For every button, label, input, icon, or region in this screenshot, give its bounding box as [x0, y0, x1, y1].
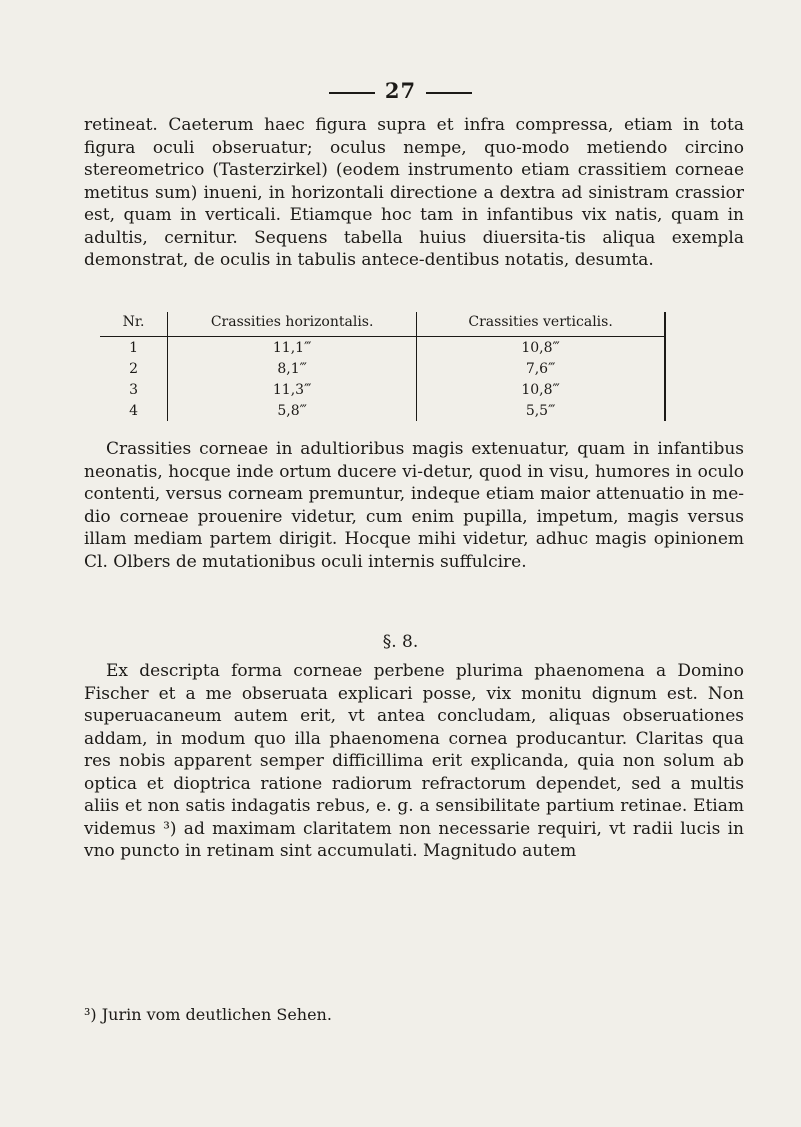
table-header-row	[100, 312, 665, 337]
cell-nr: 1	[129, 339, 138, 356]
header-rule-left	[329, 92, 375, 94]
paragraph-2: Crassities corneae in adultioribus magis extenuatur, quam in infantibus neonatis, hocque inde ortum ducere vi-detur, quod in visu, humores in oculo contenti, versus corneam premuntur, indeque etiam maior attenuatio in me-dio corneae prouenire videtur, cum enim pupilla, impetum, magis versus illam mediam partem dirigit. Hocque mihi videtur, adhuc magis opinionem Cl. Olbers de mutationibus oculi internis suffulcire.	[84, 439, 744, 572]
col-header-horizontal: Crassities horizontalis.	[168, 312, 417, 337]
page-number: 27	[384, 78, 417, 103]
section-heading: §. 8.	[382, 632, 419, 652]
footnote: ³) Jurin vom deutlichen Sehen.	[84, 1005, 332, 1024]
cell-nr: 2	[129, 360, 138, 377]
cell-vertical: 10,8‴	[417, 337, 665, 359]
cell-horizontal: 8,1‴	[168, 358, 417, 379]
cell-nr: 3	[129, 381, 138, 398]
table-row	[100, 400, 665, 421]
cell-vertical: 10,8‴	[417, 379, 665, 400]
paragraph-1: retineat. Caeterum haec figura supra et infra compressa, etiam in tota figura oculi obseruatur; oculus nempe, quo-modo metiendo circino stereometrico (Tasterzirkel) (eodem instrumento etiam crassitiem corneae metitus sum) inueni, in horizontali directione a dextra ad sinistram crassior est, quam in verticali. Etiamque hoc tam in infantibus vix natis, quam in adultis, cernitur. Sequens tabella huius diuersita-tis aliqua exempla demonstrat, de oculis in tabulis antece-dentibus notatis, desumta.	[84, 115, 744, 270]
table-row	[100, 337, 665, 359]
cell-vertical: 5,5‴	[417, 400, 665, 421]
page-header	[0, 78, 801, 103]
cell-horizontal: 5,8‴	[168, 400, 417, 421]
cell-nr: 4	[129, 402, 138, 419]
crassities-table	[100, 312, 666, 421]
table-row	[100, 379, 665, 400]
cell-vertical: 7,6‴	[417, 358, 665, 379]
cell-horizontal: 11,1‴	[168, 337, 417, 359]
col-header-nr: Nr.	[100, 312, 168, 337]
table-row	[100, 358, 665, 379]
paragraph-3: Ex descripta forma corneae perbene plurima phaenomena a Domino Fischer et a me obseruata explicari posse, vix monitu dignum est. Non superuacaneum autem erit, vt antea concludam, aliquas obseruationes addam, in modum quo illa phaenomena cornea producantur. Claritas qua res nobis apparent semper difficillima erit explicanda, quia non solum ab optica et dioptrica ratione radiorum refractorum dependet, sed a multis aliis et non satis indagatis rebus, e. g. a sensibilitate partium retinae. Etiam videmus ³) ad maximam claritatem non necessarie requiri, vt radii lucis in vno puncto in retinam sint accumulati. Magnitudo autem	[84, 661, 744, 861]
cell-horizontal: 11,3‴	[168, 379, 417, 400]
col-header-vertical: Crassities verticalis.	[417, 312, 665, 337]
header-rule-right	[426, 92, 472, 94]
